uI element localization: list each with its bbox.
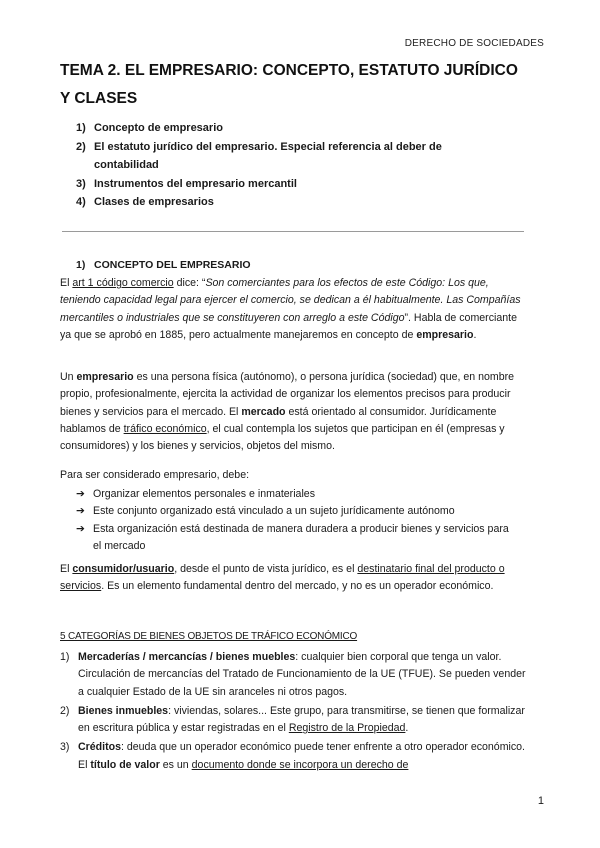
text-run: es una persona física (autónomo), o persona jurídica (sociedad) que, en nombre propio, profesionalmente, ejercita la actividad de organizar los elementos precisos para producir bienes y servicios para el mercado. El xyxy=(60,371,515,418)
requirements-list xyxy=(76,486,516,555)
list-item-text: Organizar elementos personales e inmateriales xyxy=(93,488,315,500)
text-run: : deuda que un operador económico puede tener enfrente a otro operador económico. El xyxy=(78,741,526,771)
text-run: dice: “ xyxy=(173,277,206,289)
list-item-text xyxy=(78,703,530,738)
text-run: , desde el punto de vista jurídico, es el xyxy=(174,563,358,575)
list-item-text xyxy=(78,739,530,774)
text-run: . Es un elemento fundamental dentro del mercado, y no es un operador económico. xyxy=(101,580,494,593)
toc-item xyxy=(76,138,506,175)
arrow-icon: ➔ xyxy=(76,488,85,500)
toc-item xyxy=(76,175,506,194)
text-run: es un xyxy=(159,758,192,771)
bold-term: título de valor xyxy=(90,758,160,771)
text-run: Un xyxy=(60,371,77,383)
paragraph-consumidor xyxy=(60,561,530,596)
section-title-text: CONCEPTO DEL EMPRESARIO xyxy=(94,259,251,271)
list-item xyxy=(76,521,516,556)
text-run: , el cual contempla los sujetos que participan en él (empresas y consumidores) y los bienes y servicios, objetos del mismo. xyxy=(60,422,505,453)
bold-term: Mercaderías / mercancías / bienes muebles xyxy=(78,651,296,663)
list-number: 1) xyxy=(60,651,70,663)
text-run: . xyxy=(473,328,477,341)
list-item xyxy=(60,649,530,701)
section-heading xyxy=(76,259,251,271)
link-registro-propiedad[interactable]: Registro de la Propiedad xyxy=(288,722,406,735)
list-item-text: Esta organización está destinada de manera duradera a producir bienes y servicios para el mercado xyxy=(93,522,509,552)
text-run: está orientado al consumidor. Jurídicamente hablamos de xyxy=(60,405,497,435)
list-number: 3) xyxy=(60,741,70,754)
toc-text: Clases de empresarios xyxy=(94,196,214,208)
bold-term: empresario xyxy=(76,371,134,383)
section-number: 1) xyxy=(76,259,86,271)
bold-underlined-term: consumidor/usuario xyxy=(72,563,175,575)
arrow-icon: ➔ xyxy=(76,505,85,518)
list-item xyxy=(60,739,530,774)
toc-text: Instrumentos del empresario mercantil xyxy=(94,177,297,190)
text-run: : viviendas, solares... Este grupo, para transmitirse, se tienen que formalizar en escritura pública y estar registradas en el xyxy=(78,704,525,735)
bold-term: mercado xyxy=(241,405,286,418)
link-destinatario-final[interactable]: destinatario final del producto o servicios xyxy=(60,563,505,593)
toc-text: Concepto de empresario xyxy=(94,122,223,134)
bold-term: empresario xyxy=(416,328,474,341)
categories-heading: 5 CATEGORÍAS DE BIENES OBJETOS DE TRÁFICO ECONÓMICO xyxy=(60,631,358,642)
list-item-text: Este conjunto organizado está vinculado a un sujeto jurídicamente autónomo xyxy=(93,505,455,518)
paragraph-empresario-definition xyxy=(60,369,530,455)
bold-term: Bienes inmuebles xyxy=(78,704,169,717)
text-run: El xyxy=(60,277,73,289)
document-title: TEMA 2. EL EMPRESARIO: CONCEPTO, ESTATUTO JURÍDICO Y CLASES xyxy=(60,62,518,107)
link-trafico-economico[interactable]: tráfico económico xyxy=(123,422,207,435)
horizontal-divider xyxy=(62,231,524,232)
list-item xyxy=(76,486,516,503)
toc-item xyxy=(76,193,506,212)
text-run: ”. Habla de comerciante ya que se aprobó en 1885, pero actualmente manejaremos en concepto de xyxy=(60,311,517,341)
toc-number: 4) xyxy=(76,196,86,208)
legal-quote: Son comerciantes para los efectos de este Código: Los que, teniendo capacidad legal para ejercer el comercio, se dedican a él habitualmente. Las Compañías mercantiles o industriales que se constituyeren con arreglo a este Código xyxy=(60,277,521,324)
categories-list xyxy=(60,649,530,776)
page-number: 1 xyxy=(537,795,544,807)
text-run: . xyxy=(405,722,409,735)
toc-number: 2) xyxy=(76,140,86,153)
toc-number: 1) xyxy=(76,122,86,134)
document-header: DERECHO DE SOCIEDADES xyxy=(404,38,544,49)
paragraph-requirements-intro: Para ser considerado empresario, debe: xyxy=(60,469,250,481)
arrow-icon: ➔ xyxy=(76,522,85,535)
paragraph-definition-quote xyxy=(60,275,530,344)
toc-number: 3) xyxy=(76,177,86,190)
toc-text: El estatuto jurídico del empresario. Especial referencia al deber de contabilidad xyxy=(94,140,442,171)
list-item xyxy=(60,703,530,738)
list-item-text xyxy=(78,649,530,701)
text-run: El xyxy=(60,563,73,575)
toc-item xyxy=(76,119,506,138)
text-run: : cualquier bien corporal que tenga un valor. Circulación de mercancías del Tratado de Funcionamiento de la UE (TFUE). Se pueden vender a cualquier Estado de la UE sin aranceles ni otros pagos. xyxy=(78,651,526,698)
link-art1-codigo-comercio[interactable]: art 1 código comercio xyxy=(72,277,174,289)
bold-term: Créditos xyxy=(78,741,121,754)
list-item xyxy=(76,503,516,520)
table-of-contents xyxy=(76,119,506,212)
link-documento-derecho[interactable]: documento donde se incorpora un derecho de xyxy=(191,758,409,771)
list-number: 2) xyxy=(60,704,70,717)
